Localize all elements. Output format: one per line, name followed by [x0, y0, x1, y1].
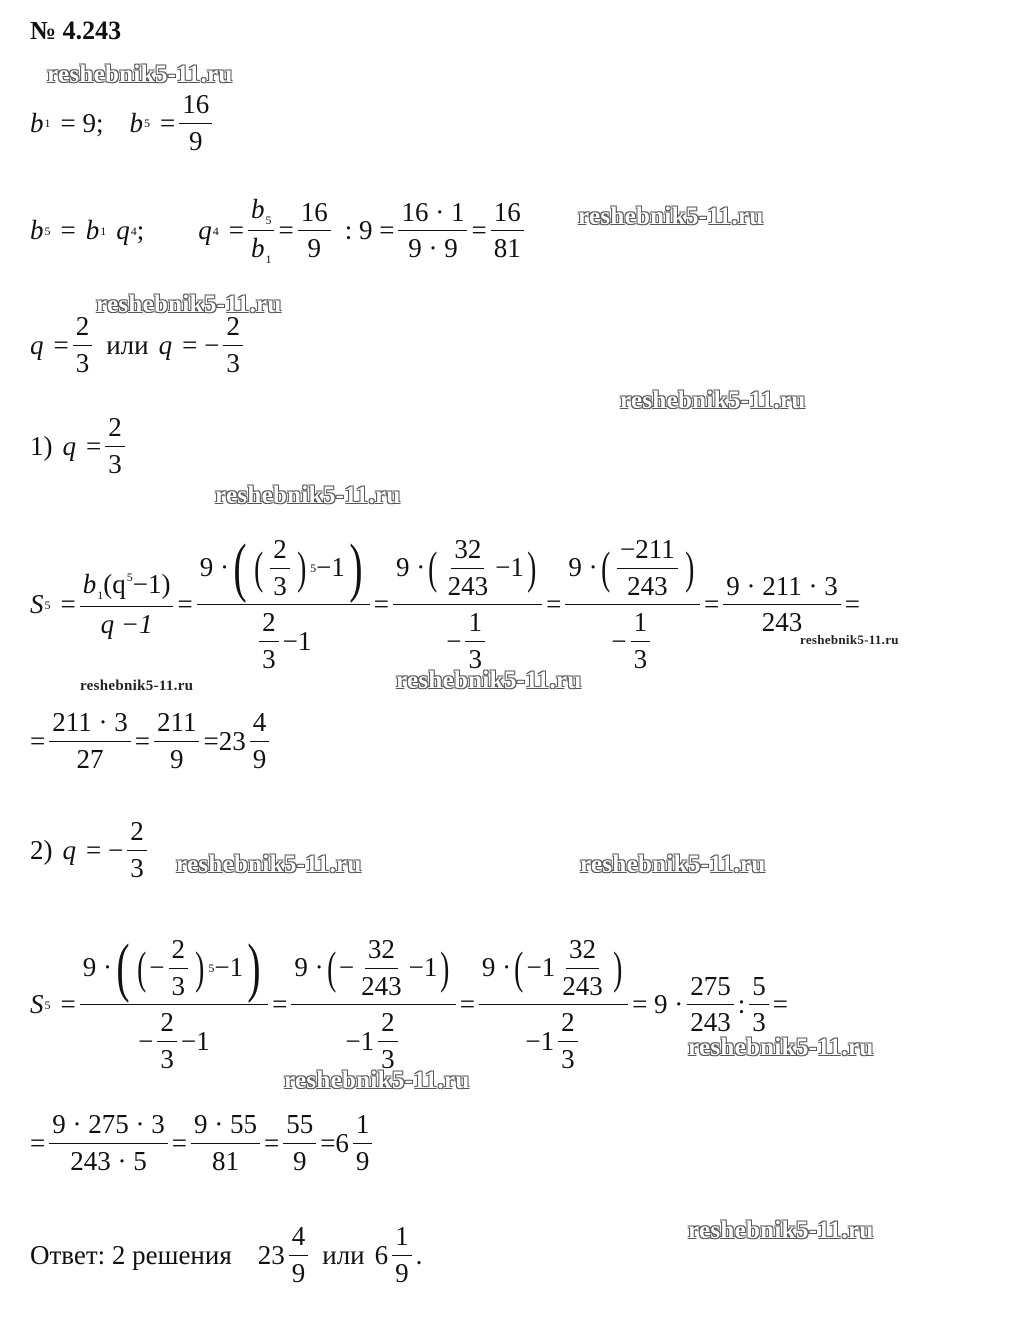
case2-s5-expression: S 5 = 9 · ( ( − $\frac{2}{3}$ ) 5 −1 ) − $\frac{2}{3}$ −1 = 9 · ( − $\frac{32}{243}$ −1 ) −1 $\frac{2}{3}$ = 9 · ( −1 $\frac{32}{243}$ ) −1 $\frac{2}{3}$ = 9 · $\frac{275}{243}$ : $\frac{5}{3}$ = — [30, 931, 789, 1075]
answer-line: Ответ: 2 решения 23 $\frac{4}{9}$ или 6 $\frac{1}{9}$ . — [30, 1221, 423, 1288]
case1-result: = $\frac{211 \cdot 3}{27}$ = $\frac{211}{9}$ = 23 $\frac{4}{9}$ — [30, 708, 273, 774]
watermark: reshebnik5-11.ru — [284, 1067, 470, 1094]
case2-label: 2) q = − $\frac{2}{3}$ — [30, 817, 151, 883]
watermark: reshebnik5-11.ru — [396, 667, 582, 694]
watermark: reshebnik5-11.ru — [688, 1217, 874, 1244]
watermark: reshebnik5-11.ru — [800, 632, 899, 647]
watermark: reshebnik5-11.ru — [688, 1034, 874, 1061]
case1-label: 1) q = $\frac{2}{3}$ — [30, 413, 129, 479]
watermark: reshebnik5-11.ru — [578, 203, 764, 230]
problem-number: № 4.243 — [30, 16, 122, 45]
roots-line: q = $\frac{2}{3}$ или q = − $\frac{2}{3}$ — [30, 312, 247, 378]
case1-s5-expression: S 5 = $\frac{b_1(q^5-1)}{q -1}$ = 9 · ( ( $\frac{2}{3}$ ) 5 −1 ) $\frac{2}{3}$ −1 = 9 · ( $\frac{32}{243}$ −1 ) − $\frac{1}{3}$ = 9 · ( $\frac{-211}{243}$ ) − $\frac{1}{3}$ = $\frac{9 \cdot 211 \cdot 3}{243}$ = — [30, 531, 860, 675]
case2-result: = $\frac{9 \cdot 275 \cdot 3}{243 \cdot 5}$ = $\frac{9 \cdot 55}{81}$ = $\frac{55}{9}$ = 6 $\frac{1}{9}$ — [30, 1110, 376, 1176]
watermark: reshebnik5-11.ru — [96, 291, 282, 318]
formula-line: b 5 = b 1 q 4 ; q 4 = $\frac{b_5}{b_1}$ = $\frac{16}{9}$ : 9 = $\frac{16 \cdot 1}{9 \cdot 9}$ = $\frac{16}{81}$ — [30, 195, 528, 266]
watermark: reshebnik5-11.ru — [47, 61, 233, 88]
watermark: reshebnik5-11.ru — [580, 851, 766, 878]
watermark: reshebnik5-11.ru — [80, 678, 194, 694]
given-line: b 1 = 9; b 5 = $\frac{16}{9}$ — [30, 90, 216, 156]
watermark: reshebnik5-11.ru — [620, 387, 806, 414]
watermark: reshebnik5-11.ru — [176, 851, 362, 878]
watermark: reshebnik5-11.ru — [215, 482, 401, 509]
